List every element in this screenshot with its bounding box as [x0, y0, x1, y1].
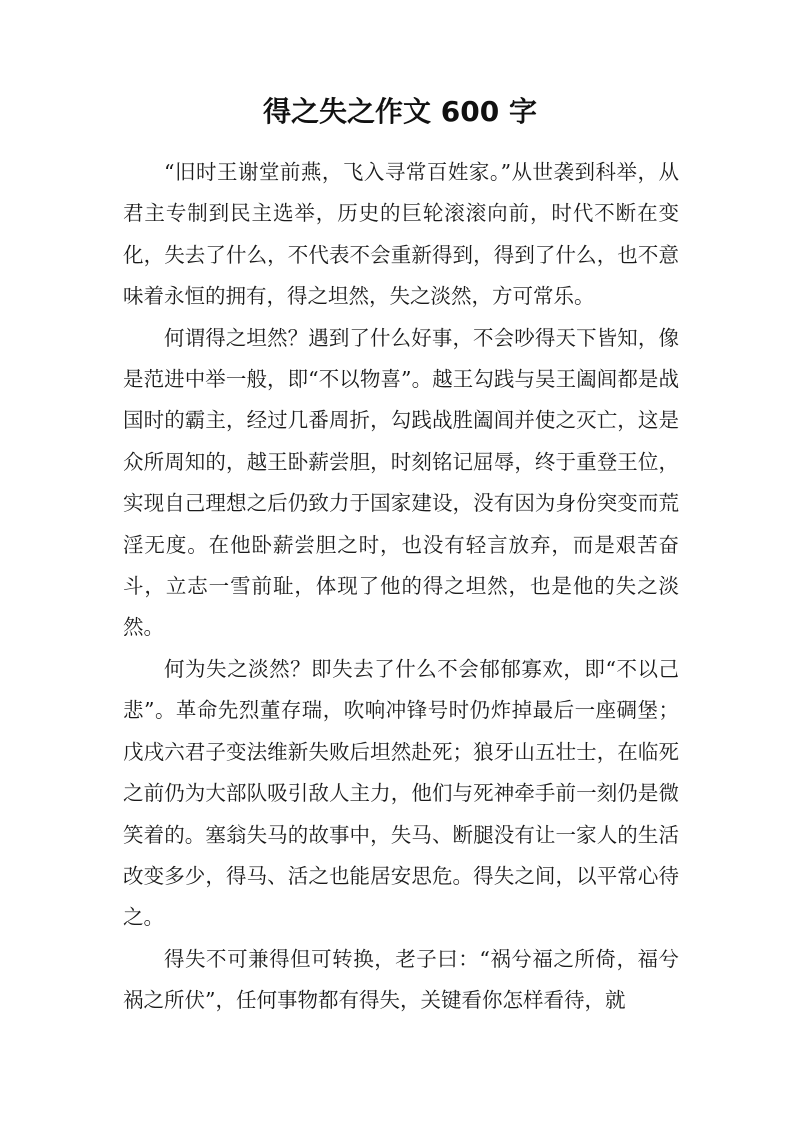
paragraph-2: 何谓得之坦然？遇到了什么好事，不会吵得天下皆知，像是范进中举一般，即“不以物喜”。越王勾践与吴王阖闾都是战国时的霸主，经过几番周折，勾践战胜阖闾并使之灭亡，这是众所周知的，越王卧薪尝胆，时刻铭记屈辱，终于重登王位，实现自己理想之后仍致力于国家建设，没有因为身份突变而荒淫无度。在他卧薪尝胆之时，也没有轻言放弃，而是艰苦奋斗，立志一雪前耻，体现了他的得之坦然，也是他的失之淡然。	[123, 325, 679, 640]
paragraph-4: 得失不可兼得但可转换，老子曰：“祸兮福之所倚，福兮祸之所伏”，任何事物都有得失，关键看你怎样看待，就	[123, 946, 679, 1013]
document-body	[123, 152, 679, 1022]
paragraph-1: “旧时王谢堂前燕，飞入寻常百姓家。”从世袭到科举，从君主专制到民主选举，历史的巨轮滚滚向前，时代不断在变化，失去了什么，不代表不会重新得到，得到了什么，也不意味着永恒的拥有，得之坦然，失之淡然，方可常乐。	[123, 160, 679, 309]
paragraph-3: 何为失之淡然？即失去了什么不会郁郁寡欢，即“不以己悲”。革命先烈董存瑞，吹响冲锋号时仍炸掉最后一座碉堡；戊戌六君子变法维新失败后坦然赴死；狼牙山五壮士，在临死之前仍为大部队吸引敌人主力，他们与死神牵手前一刻仍是微笑着的。塞翁失马的故事中，失马、断腿没有让一家人的生活改变多少，得马、活之也能居安思危。得失之间，以平常心待之。	[123, 656, 679, 930]
document-title: 得之失之作文 600 字	[263, 95, 537, 128]
